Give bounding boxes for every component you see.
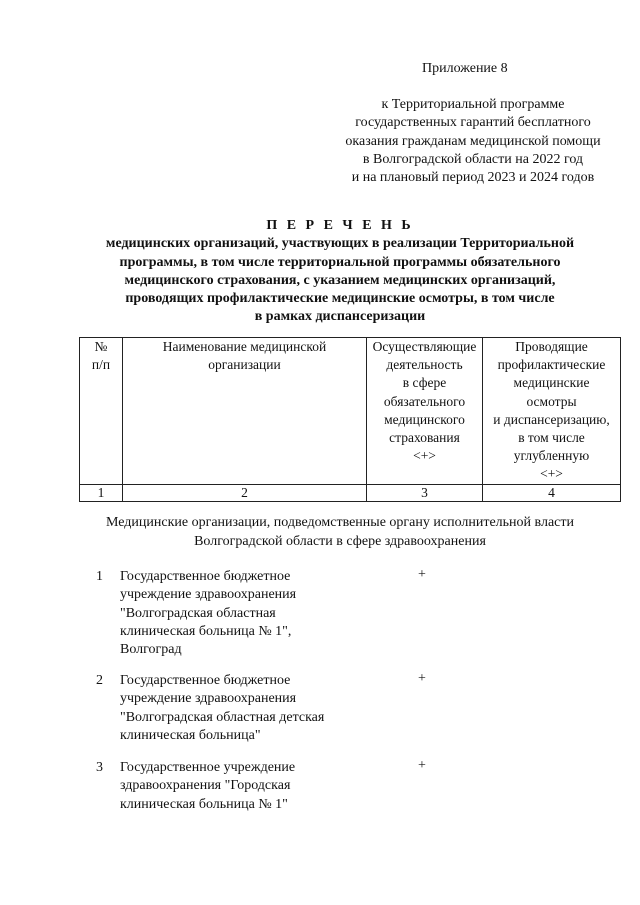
heading-line: программы, в том числе территориальной программы обязательного: [119, 254, 561, 270]
heading-line: медицинского страхования, с указанием медицинских организаций,: [124, 272, 556, 288]
header-line: профилактические: [497, 357, 606, 373]
appendix-caption-line: в Волгоградской области на 2022 год: [362, 151, 584, 167]
header-line: №: [94, 339, 108, 354]
section-title: [70, 513, 610, 551]
header-line: обязательного: [383, 393, 466, 409]
header-line: медицинского: [384, 411, 465, 427]
column-number: 4: [483, 484, 621, 501]
organization-name-line: "Волгоградская областная детская: [120, 709, 325, 725]
column-header-checkups: [483, 338, 621, 485]
column-number: 2: [123, 484, 367, 501]
section-title-line: Медицинские организации, подведомственные органу исполнительной власти: [105, 515, 574, 530]
column-number: 3: [367, 484, 483, 501]
organization-name-line: клиническая больница": [120, 727, 261, 743]
organization-name-line: учреждение здравоохранения: [120, 587, 297, 603]
organization-name: [120, 672, 365, 745]
organization-name-line: здравоохранения "Городская: [120, 778, 291, 794]
organization-name-line: Волгоград: [120, 642, 182, 658]
organization-name-line: Государственное учреждение: [120, 760, 296, 775]
appendix-caption-line: и на плановый период 2023 и 2024 годов: [351, 170, 595, 186]
organization-name-line: Государственное бюджетное: [120, 673, 291, 688]
organization-number: 1: [96, 569, 103, 584]
oms-mark: +: [418, 758, 426, 773]
document-heading: [70, 217, 610, 327]
appendix-caption-line: оказания гражданам медицинской помощи: [345, 133, 601, 149]
header-line: <+>: [413, 448, 436, 464]
header-line: медицинские: [513, 375, 590, 391]
section-title-line: Волгоградской области в сфере здравоохранения: [194, 534, 486, 549]
heading-line: медицинских организаций, участвующих в реализации Территориальной: [105, 236, 575, 252]
organization-number: 3: [96, 760, 103, 775]
heading-line: в рамках диспансеризации: [254, 309, 426, 325]
header-line: <+>: [540, 466, 563, 482]
oms-mark: +: [418, 671, 426, 686]
document-title: П Е Р Е Ч Е Н Ь: [266, 218, 414, 233]
organization-name-line: клиническая больница № 1",: [120, 623, 292, 639]
column-header-name: [123, 338, 367, 485]
appendix-caption-line: к Территориальной программе: [381, 97, 565, 112]
header-line: Наименование медицинской: [162, 339, 327, 354]
header-line: Проводящие: [515, 339, 588, 354]
heading-line: проводящих профилактические медицинские осмотры, в том числе: [125, 291, 555, 307]
header-line: организации: [208, 357, 281, 373]
organization-name-line: клиническая больница № 1": [120, 796, 288, 812]
column-number: 1: [80, 484, 123, 501]
header-line: деятельность: [386, 357, 463, 373]
header-line: в том числе: [518, 430, 585, 446]
header-line: и диспансеризацию,: [493, 411, 610, 427]
header-line: в сфере: [402, 375, 447, 391]
organizations-table: [79, 337, 621, 502]
organization-name-line: учреждение здравоохранения: [120, 691, 297, 707]
appendix-caption-line: государственных гарантий бесплатного: [355, 115, 591, 131]
appendix-caption: [320, 96, 626, 187]
header-line: углубленную: [513, 448, 590, 464]
table-number-row: [80, 484, 621, 501]
appendix-title: Приложение 8: [422, 61, 508, 76]
column-header-number: [80, 338, 123, 485]
organization-name-line: "Волгоградская областная: [120, 605, 276, 621]
header-line: Осуществляющие: [372, 339, 477, 354]
organization-name: [120, 759, 365, 814]
header-line: п/п: [91, 357, 111, 373]
organization-number: 2: [96, 673, 103, 688]
organization-name-line: Государственное бюджетное: [120, 569, 291, 584]
oms-mark: +: [418, 567, 426, 582]
organization-name: [120, 568, 365, 659]
header-line: осмотры: [526, 393, 577, 409]
column-header-oms: [367, 338, 483, 485]
table-header-row: [80, 338, 621, 485]
header-line: страхования: [389, 430, 460, 446]
